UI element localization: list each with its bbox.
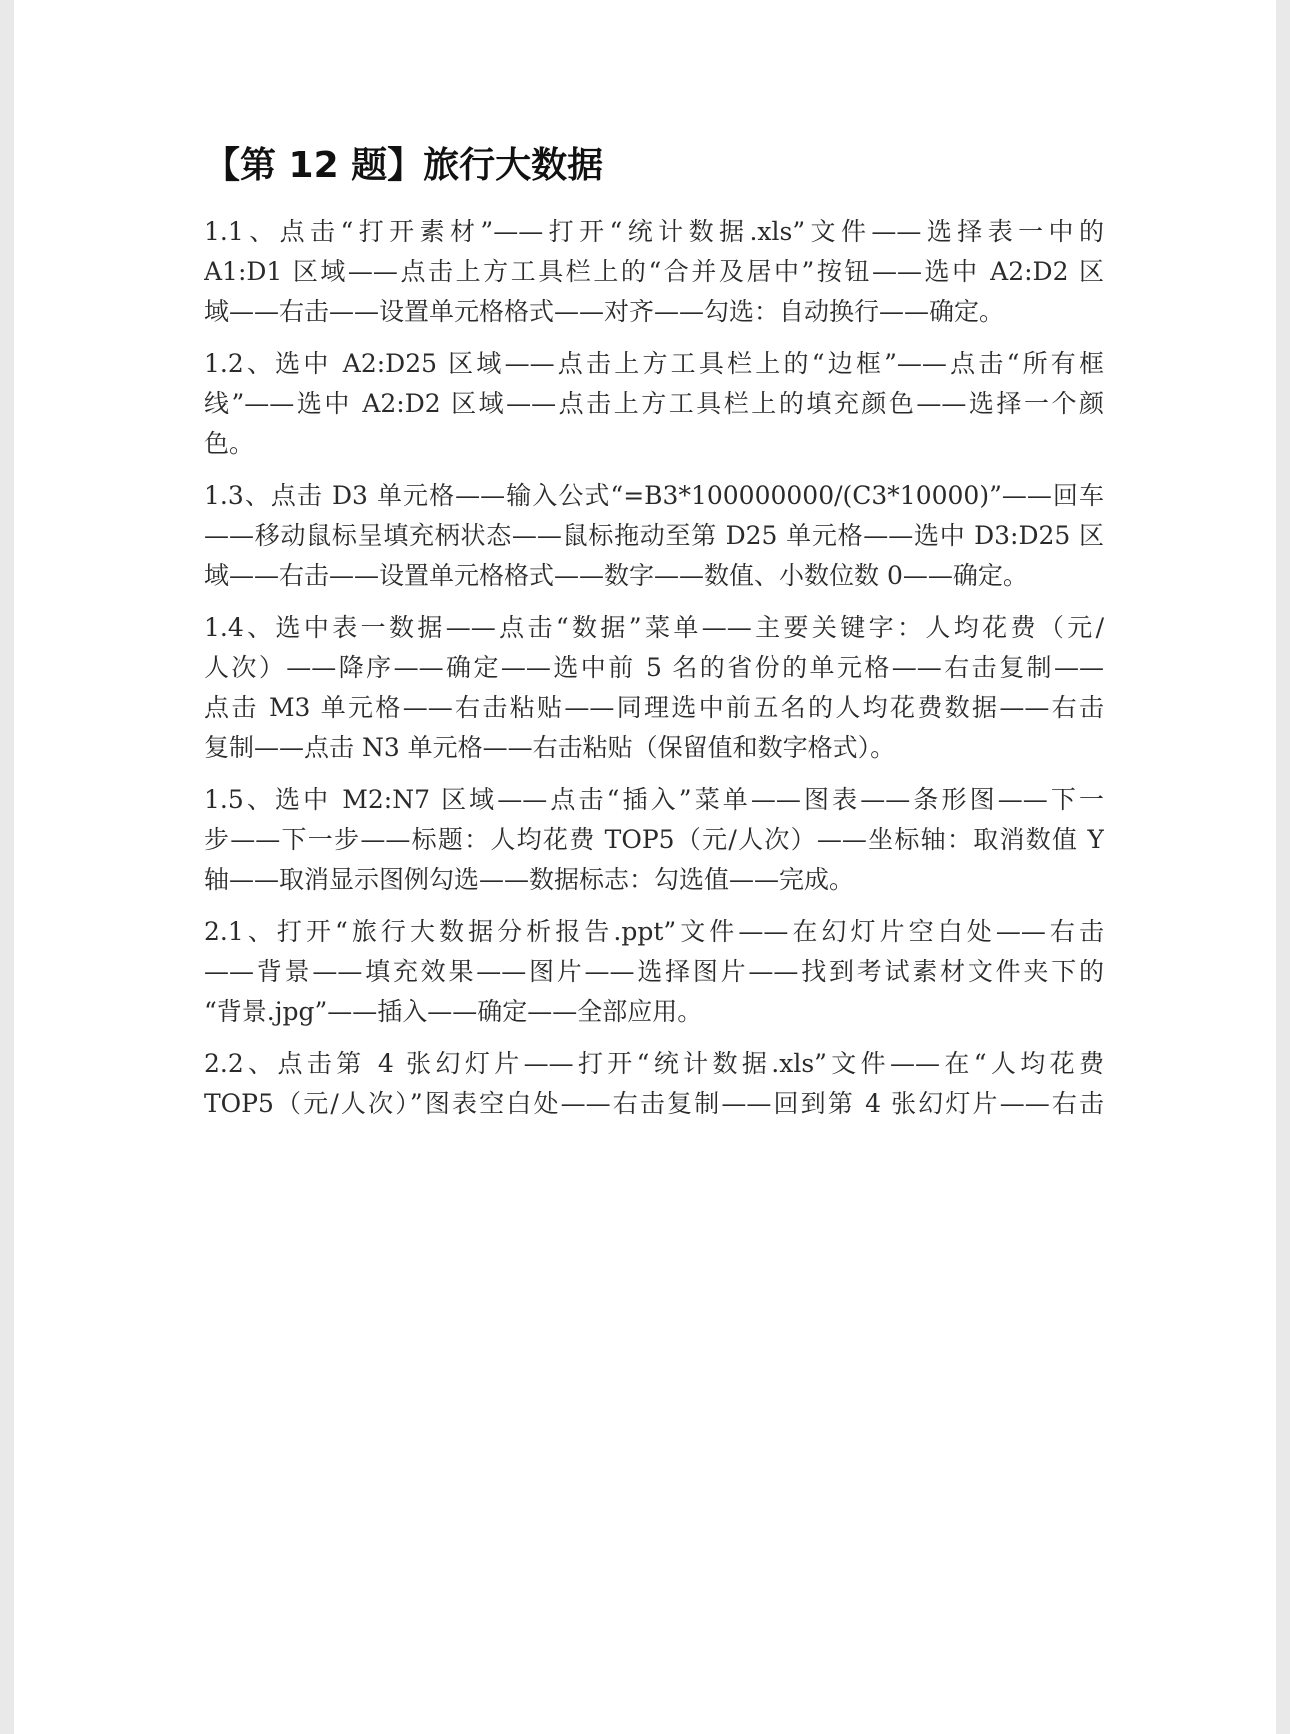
text-line: 线”——选中 A2:D2 区域——点击上方工具栏上的填充颜色——选择一个颜 xyxy=(204,389,1104,418)
text-line: 2.2、点击第 4 张幻灯片——打开“统计数据.xls”文件——在“人均花费 xyxy=(204,1049,1104,1078)
text-line: 域——右击——设置单元格格式——对齐——勾选：自动换行——确定。 xyxy=(204,297,1005,326)
text-line: ——移动鼠标呈填充柄状态——鼠标拖动至第 D25 单元格——选中 D3:D25 区 xyxy=(204,521,1104,550)
text-line: ——背景——填充效果——图片——选择图片——找到考试素材文件夹下的 xyxy=(204,957,1104,986)
text-line: 人次）——降序——确定——选中前 5 名的省份的单元格——右击复制—— xyxy=(204,653,1104,682)
document-title: 【第 12 题】旅行大数据 xyxy=(204,145,604,186)
text-line: 轴——取消显示图例勾选——数据标志：勾选值——完成。 xyxy=(204,865,855,894)
document-page xyxy=(14,0,1276,1734)
text-line: 步——下一步——标题：人均花费 TOP5（元/人次）——坐标轴：取消数值 Y xyxy=(204,825,1104,854)
text-line: “背景.jpg”——插入——确定——全部应用。 xyxy=(204,997,703,1026)
text-line: 1.3、点击 D3 单元格——输入公式“=B3*100000000/(C3*10000)”——回车 xyxy=(204,481,1104,510)
text-line: 点击 M3 单元格——右击粘贴——同理选中前五名的人均花费数据——右击 xyxy=(204,693,1104,722)
text-line: A1:D1 区域——点击上方工具栏上的“合并及居中”按钮——选中 A2:D2 区 xyxy=(204,257,1104,286)
text-line: 2.1、打开“旅行大数据分析报告.ppt”文件——在幻灯片空白处——右击 xyxy=(204,917,1104,946)
text-line: 1.2、选中 A2:D25 区域——点击上方工具栏上的“边框”——点击“所有框 xyxy=(204,349,1104,378)
text-line: TOP5（元/人次）”图表空白处——右击复制——回到第 4 张幻灯片——右击 xyxy=(204,1089,1104,1118)
text-line: 复制——点击 N3 单元格——右击粘贴（保留值和数字格式）。 xyxy=(204,733,896,762)
text-line: 1.4、选中表一数据——点击“数据”菜单——主要关键字：人均花费（元/ xyxy=(204,613,1104,642)
text-line: 域——右击——设置单元格格式——数字——数值、小数位数 0——确定。 xyxy=(204,561,1028,590)
text-line: 1.1、点击“打开素材”——打开“统计数据.xls”文件——选择表一中的 xyxy=(204,217,1104,246)
text-line: 色。 xyxy=(204,429,255,458)
text-line: 1.5、选中 M2:N7 区域——点击“插入”菜单——图表——条形图——下一 xyxy=(204,785,1104,814)
